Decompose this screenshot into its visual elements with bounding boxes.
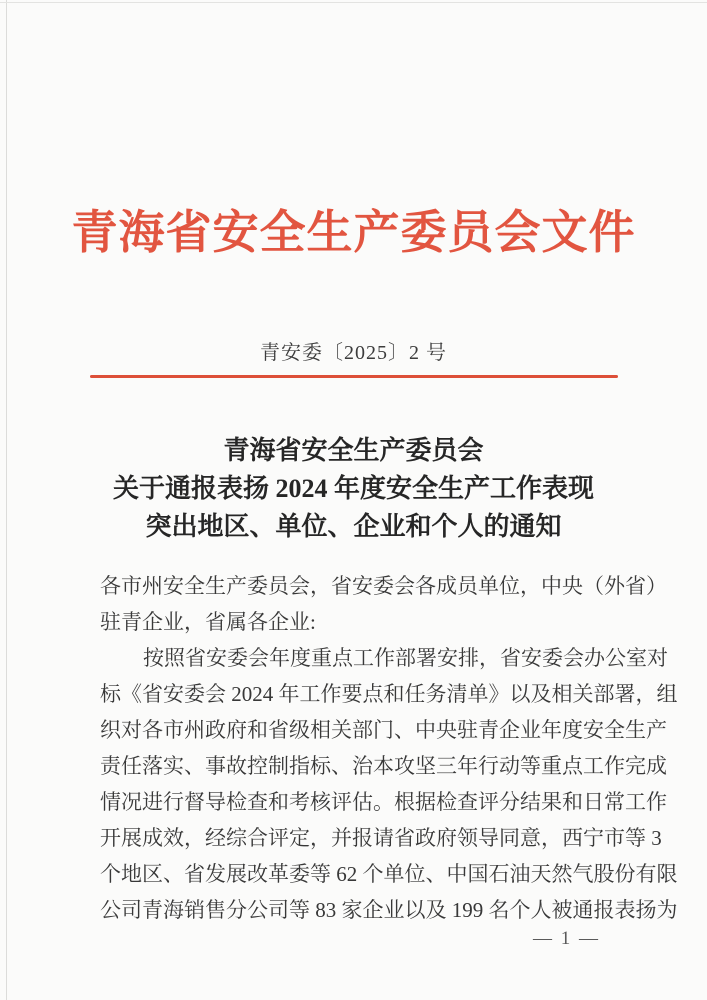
body-line: 各市州安全生产委员会，省安委会各成员单位，中央（外省） bbox=[100, 574, 667, 598]
body-line: 按照省安委会年度重点工作部署安排，省安委会办公室对 bbox=[143, 646, 668, 670]
body-line: 标《省安委会 2024 年工作要点和任务清单》以及相关部署，组 bbox=[100, 682, 678, 706]
document-number: 青安委〔2025〕2 号 bbox=[260, 342, 447, 364]
notice-title-line-3: 突出地区、单位、企业和个人的通知 bbox=[145, 512, 562, 541]
body-line: 个地区、省发展改革委等 62 个单位、中国石油天然气股份有限 bbox=[100, 862, 678, 886]
body-line: 驻青企业，省属各企业: bbox=[100, 610, 316, 634]
page-edge-line-top bbox=[0, 2, 707, 3]
page-number: — 1 — bbox=[533, 928, 600, 949]
notice-title-line-2: 关于通报表扬 2024 年度安全生产工作表现 bbox=[112, 474, 594, 503]
red-divider-line bbox=[90, 375, 618, 378]
body-line: 情况进行督导检查和考核评估。根据检查评分结果和日常工作 bbox=[100, 790, 667, 814]
notice-title bbox=[0, 432, 707, 546]
letterhead-title: 青海省安全生产委员会文件 bbox=[71, 207, 636, 258]
notice-body bbox=[100, 568, 678, 928]
notice-title-line-1: 青海省安全生产委员会 bbox=[223, 436, 484, 465]
body-line: 织对各市州政府和省级相关部门、中央驻青企业年度安全生产 bbox=[100, 718, 667, 742]
body-line: 公司青海销售分公司等 83 家企业以及 199 名个人被通报表扬为 bbox=[100, 898, 678, 922]
body-line: 开展成效，经综合评定，并报请省政府领导同意，西宁市等 3 bbox=[100, 826, 662, 850]
body-line: 责任落实、事故控制指标、治本攻坚三年行动等重点工作完成 bbox=[100, 754, 667, 778]
